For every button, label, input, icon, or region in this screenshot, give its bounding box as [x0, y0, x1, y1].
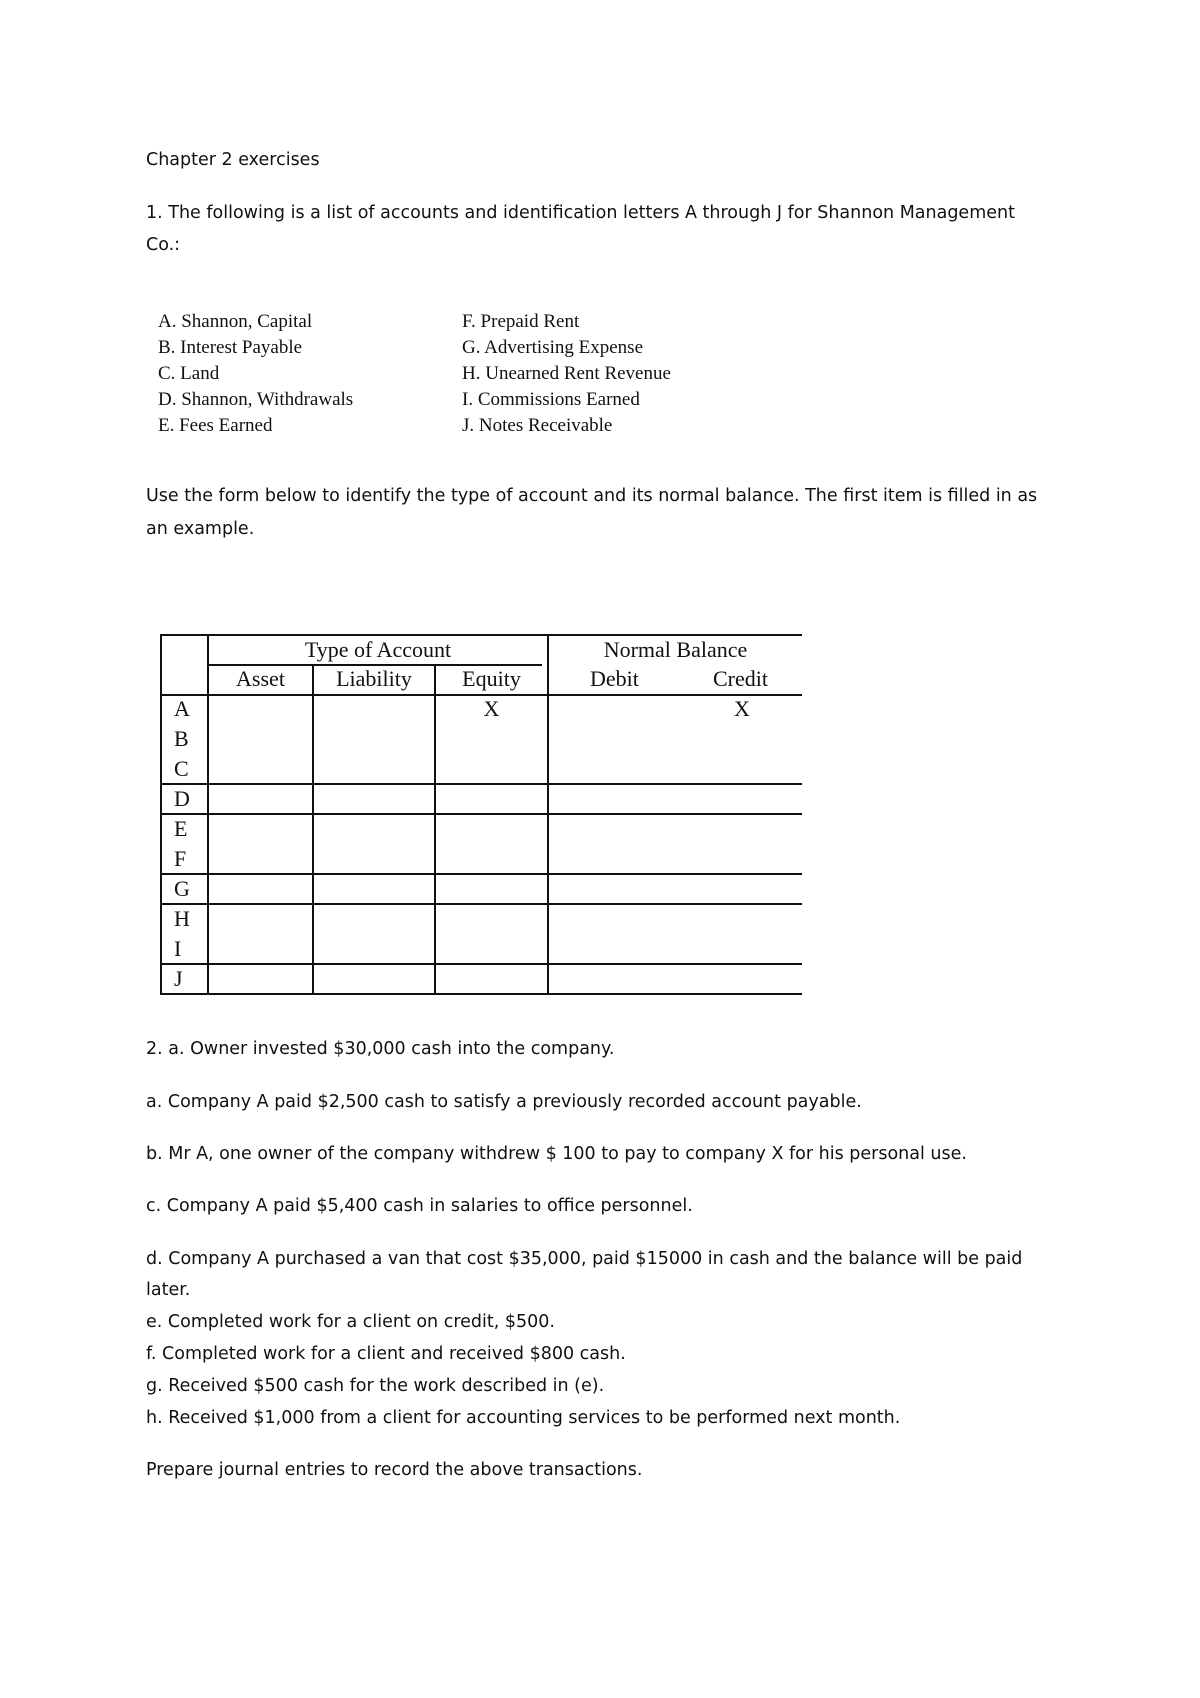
row-letter-b: B: [174, 726, 189, 751]
account-item: A. Shannon, Capital: [158, 311, 313, 332]
header-equity: Equity: [462, 666, 521, 691]
table-rule: [312, 664, 314, 995]
row-letter-j: J: [174, 966, 183, 991]
table-rule: [547, 634, 549, 995]
table-rule: [160, 634, 802, 636]
account-item: J. Notes Receivable: [462, 415, 613, 436]
account-item: G. Advertising Expense: [462, 337, 644, 358]
row-letter-c: C: [174, 756, 189, 781]
q2-transaction: f. Completed work for a client and received $800 cash.: [146, 1344, 626, 1364]
row-a-credit-mark: X: [734, 696, 750, 721]
table-rule: [160, 903, 802, 905]
table-rule: [160, 783, 802, 785]
table-rule: [160, 873, 802, 875]
row-letter-h: H: [174, 906, 190, 931]
q2-transaction: h. Received $1,000 from a client for accounting services to be performed next month.: [146, 1408, 901, 1428]
row-a-equity-mark: X: [483, 696, 500, 721]
row-letter-e: E: [174, 816, 188, 841]
q2-transaction: b. Mr A, one owner of the company withdrew $ 100 to pay to company X for his personal use.: [146, 1144, 967, 1164]
account-item: B. Interest Payable: [158, 337, 303, 358]
header-normal-balance: Normal Balance: [603, 637, 748, 662]
account-item: C. Land: [158, 363, 220, 384]
instructions-line-2: an example.: [146, 519, 255, 539]
row-letter-a: A: [174, 696, 190, 721]
q2-transaction: e. Completed work for a client on credit, $500.: [146, 1312, 555, 1332]
row-letter-i: I: [174, 936, 182, 961]
chapter-title: Chapter 2 exercises: [146, 150, 320, 170]
account-item: E. Fees Earned: [158, 415, 273, 436]
q1-line-1: 1. The following is a list of accounts and identification letters A through J for Shannon Management: [146, 203, 1015, 223]
q2-transaction: a. Company A paid $2,500 cash to satisfy a previously recorded account payable.: [146, 1092, 862, 1112]
account-item: H. Unearned Rent Revenue: [462, 363, 671, 384]
q2-instructions: Prepare journal entries to record the above transactions.: [146, 1460, 643, 1480]
q1-line-2: Co.:: [146, 235, 181, 255]
header-debit: Debit: [590, 666, 639, 691]
q2-transaction: c. Company A paid $5,400 cash in salaries to office personnel.: [146, 1196, 693, 1216]
account-list-right: [462, 309, 671, 439]
table-rule: [160, 963, 802, 965]
instructions-line-1: Use the form below to identify the type of account and its normal balance. The first item is filled in as: [146, 486, 1038, 506]
row-letter-f: F: [174, 846, 187, 871]
account-item: F. Prepaid Rent: [462, 311, 580, 332]
table-rule: [160, 813, 802, 815]
table-rule: [160, 634, 162, 995]
account-item: D. Shannon, Withdrawals: [158, 389, 354, 410]
account-item: I. Commissions Earned: [462, 389, 640, 410]
q2-transaction: d. Company A purchased a van that cost $35,000, paid $15000 in cash and the balance will be paid: [146, 1249, 1023, 1269]
row-letter-d: D: [174, 786, 190, 811]
row-letter-g: G: [174, 876, 190, 901]
header-type-of-account: Type of Account: [304, 637, 452, 662]
q2-transaction-cont: later.: [146, 1280, 191, 1300]
account-list-left: [158, 309, 353, 439]
header-credit: Credit: [713, 666, 768, 691]
table-rule: [160, 993, 802, 995]
header-asset: Asset: [236, 666, 285, 691]
header-liability: Liability: [336, 666, 412, 691]
q2-transaction: 2. a. Owner invested $30,000 cash into the company.: [146, 1039, 615, 1059]
q2-transaction: g. Received $500 cash for the work described in (e).: [146, 1376, 605, 1396]
